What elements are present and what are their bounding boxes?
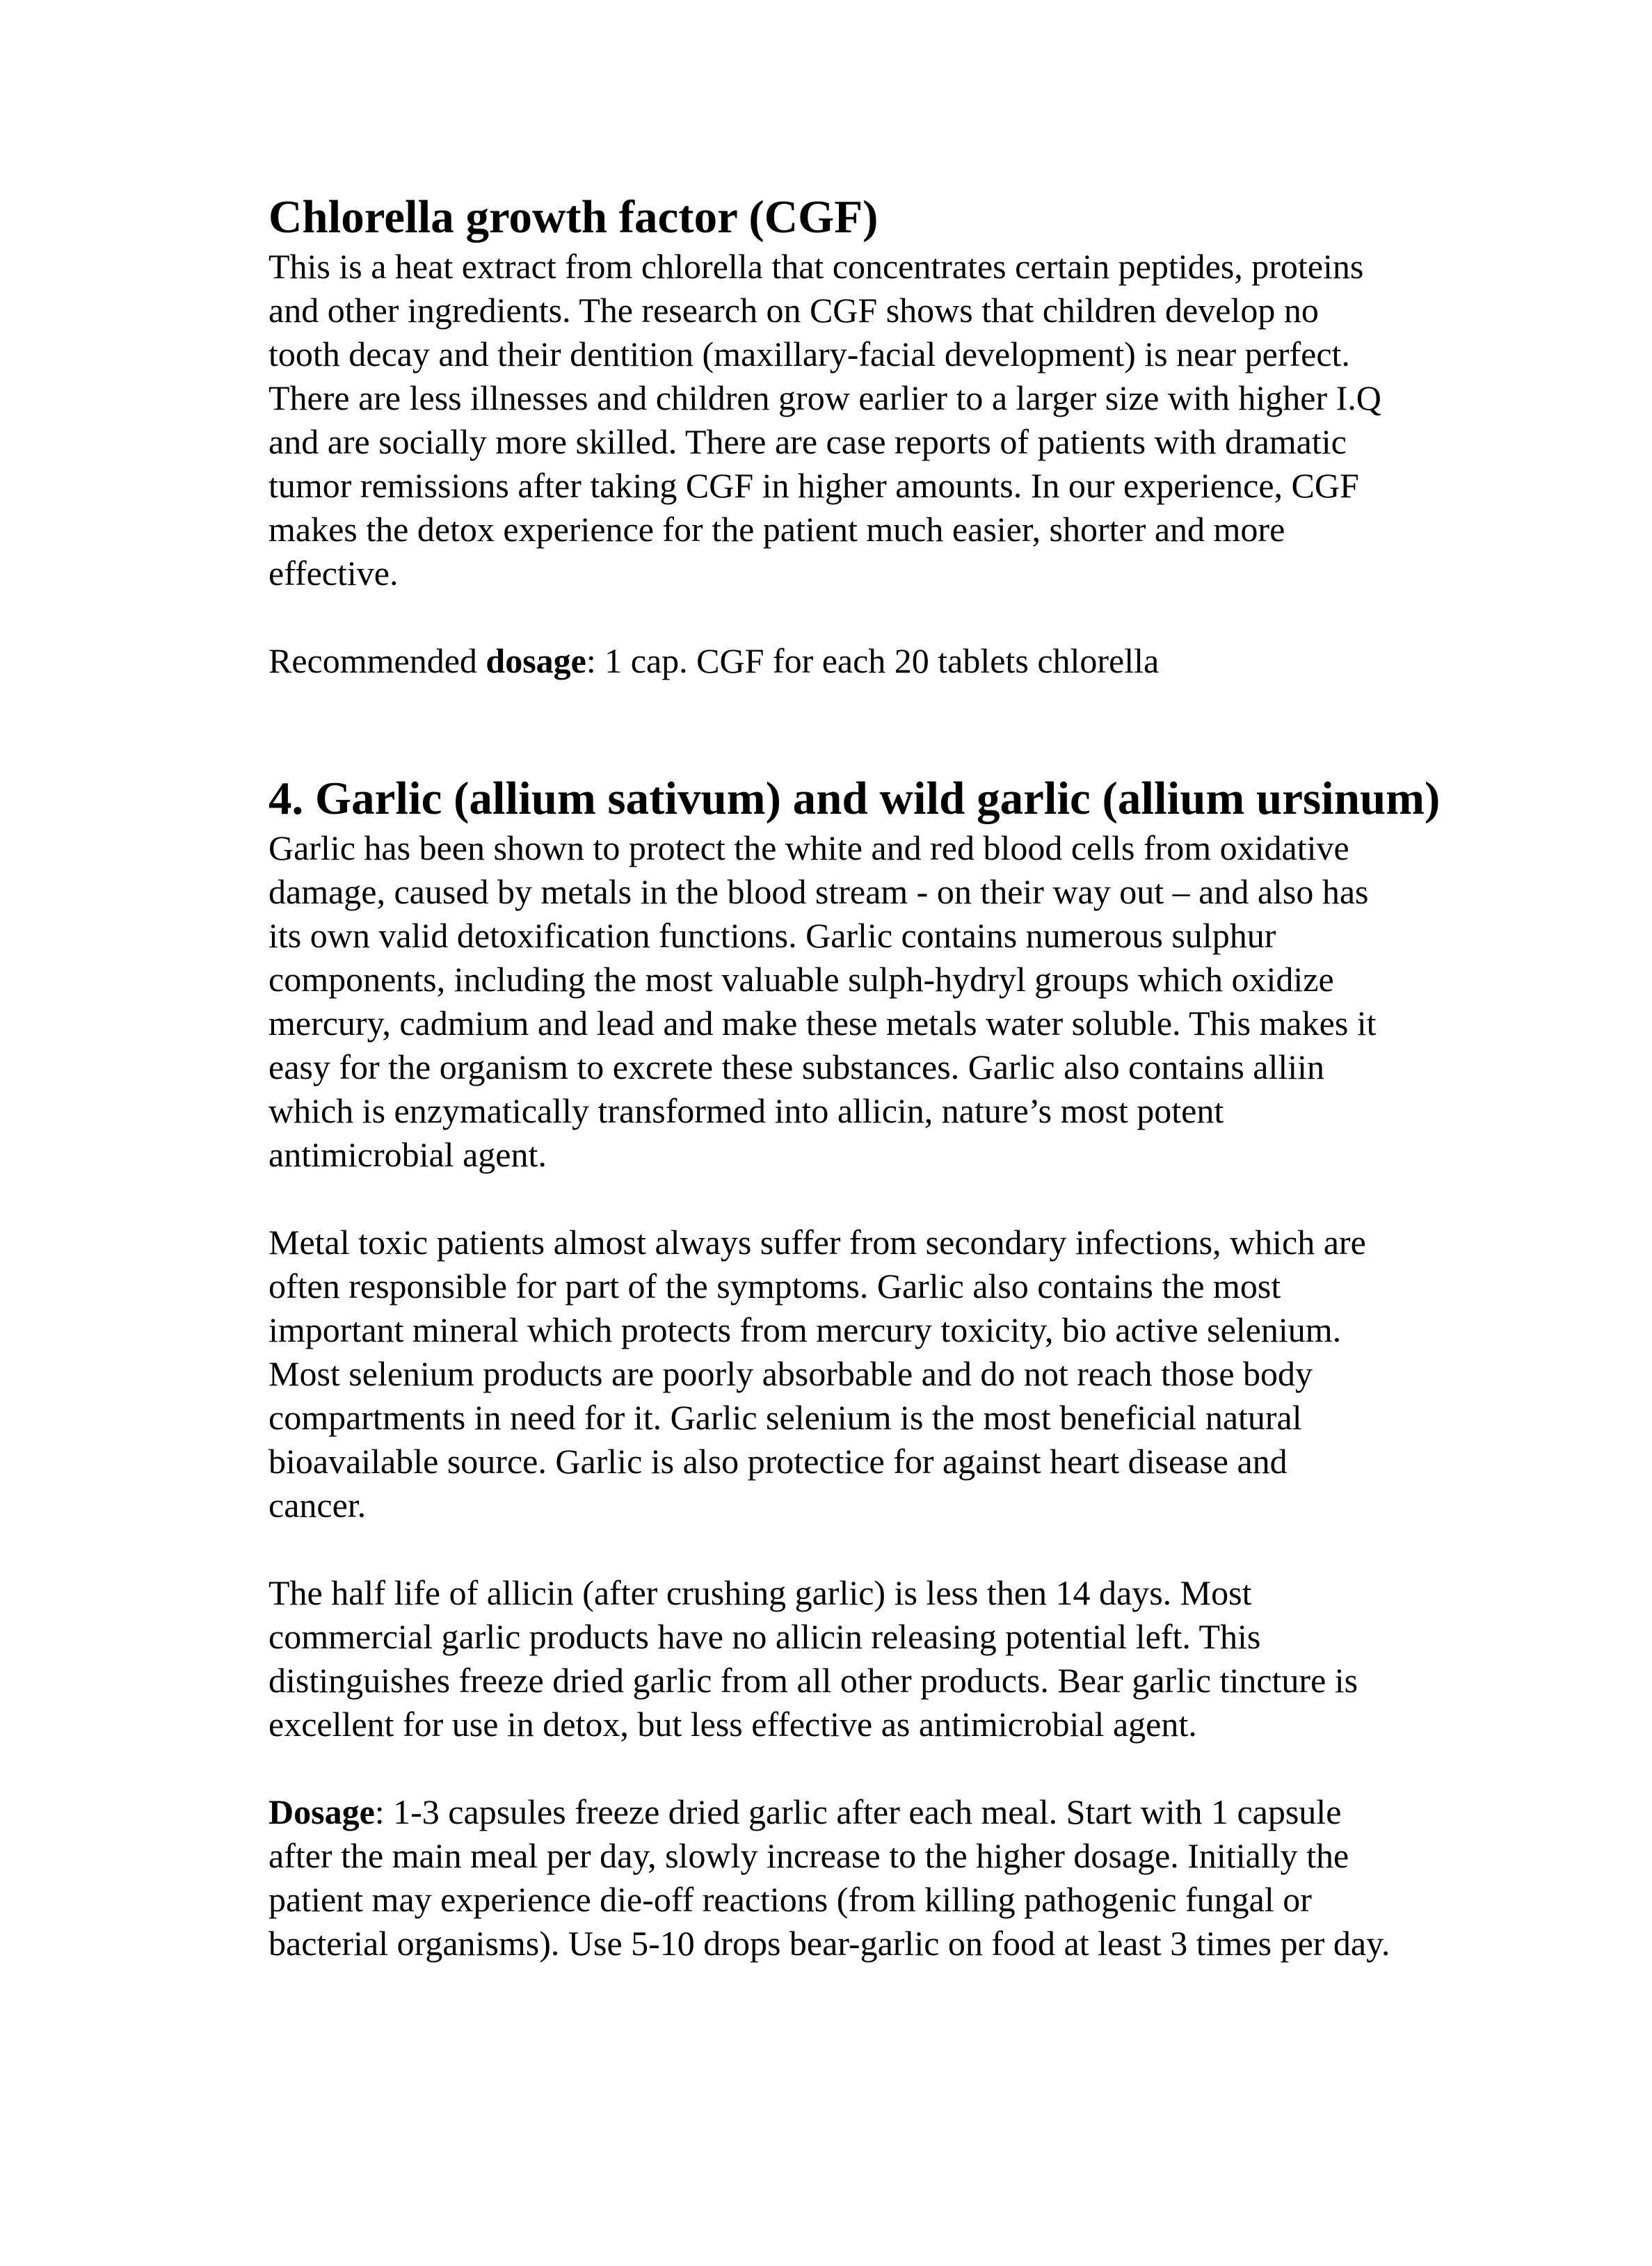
- document-page: [268, 189, 1583, 1966]
- text-line: [268, 1790, 1583, 1834]
- text-line: easy for the organism to excrete these substances. Garlic also contains alliin: [268, 1047, 1325, 1086]
- dosage-label: dosage: [486, 641, 586, 680]
- text-line: Metal toxic patients almost always suffer from secondary infections, which are: [268, 1223, 1366, 1262]
- paragraph-garlic-intro: [268, 826, 1583, 1177]
- text-line: and other ingredients. The research on CGF shows that children develop no: [268, 291, 1319, 330]
- dosage-label: Dosage: [268, 1792, 375, 1831]
- text-line: distinguishes freeze dried garlic from all other products. Bear garlic tincture is: [268, 1661, 1358, 1700]
- dosage-text: : 1-3 capsules freeze dried garlic after each meal. Start with 1 capsule: [374, 1792, 1342, 1831]
- section-heading-garlic: 4. Garlic (allium sativum) and wild garlic (allium ursinum): [268, 773, 1441, 824]
- text-line: This is a heat extract from chlorella that concentrates certain peptides, proteins: [268, 247, 1364, 286]
- text-line: The half life of allicin (after crushing garlic) is less then 14 days. Most: [268, 1573, 1252, 1612]
- text-line: often responsible for part of the symptoms. Garlic also contains the most: [268, 1267, 1281, 1305]
- text-line: There are less illnesses and children grow earlier to a larger size with higher I.Q: [268, 378, 1381, 417]
- text-line: Most selenium products are poorly absorbable and do not reach those body: [268, 1354, 1313, 1393]
- dosage-prefix: Recommended: [268, 641, 486, 680]
- text-line: excellent for use in detox, but less effective as antimicrobial agent.: [268, 1705, 1197, 1744]
- text-line: important mineral which protects from mercury toxicity, bio active selenium.: [268, 1310, 1342, 1349]
- section-heading-cgf: Chlorella growth factor (CGF): [268, 191, 879, 243]
- dosage-text: : 1 cap. CGF for each 20 tablets chlorella: [586, 641, 1160, 680]
- text-line: tumor remissions after taking CGF in higher amounts. In our experience, CGF: [268, 466, 1359, 505]
- text-line: tooth decay and their dentition (maxillary-facial development) is near perfect.: [268, 335, 1350, 373]
- paragraph-garlic-allicin: [268, 1571, 1583, 1746]
- text-line: its own valid detoxification functions. Garlic contains numerous sulphur: [268, 916, 1276, 955]
- text-line: compartments in need for it. Garlic selenium is the most beneficial natural: [268, 1398, 1302, 1437]
- text-line: which is enzymatically transformed into allicin, nature’s most potent: [268, 1091, 1224, 1130]
- text-line: makes the detox experience for the patient much easier, shorter and more: [268, 510, 1285, 549]
- text-line: damage, caused by metals in the blood stream - on their way out – and also has: [268, 872, 1369, 911]
- paragraph-cgf-description: [268, 245, 1583, 595]
- text-line: effective.: [268, 554, 399, 593]
- paragraph-cgf-dosage: [268, 639, 1583, 683]
- paragraph-garlic-dosage: [268, 1790, 1583, 1966]
- text-line: Garlic has been shown to protect the white and red blood cells from oxidative: [268, 828, 1349, 867]
- text-line: mercury, cadmium and lead and make these metals water soluble. This makes it: [268, 1004, 1377, 1043]
- text-line: cancer.: [268, 1486, 367, 1525]
- text-line: patient may experience die-off reactions (from killing pathogenic fungal or: [268, 1880, 1312, 1919]
- text-line: and are socially more skilled. There are case reports of patients with dramatic: [268, 422, 1347, 461]
- text-line: bacterial organisms). Use 5-10 drops bear-garlic on food at least 3 times per day.: [268, 1924, 1390, 1963]
- text-line: commercial garlic products have no allicin releasing potential left. This: [268, 1617, 1261, 1656]
- text-line: components, including the most valuable sulph-hydryl groups which oxidize: [268, 960, 1334, 999]
- paragraph-garlic-infections: [268, 1221, 1583, 1527]
- text-line: after the main meal per day, slowly increase to the higher dosage. Initially the: [268, 1836, 1349, 1875]
- text-line: bioavailable source. Garlic is also protectice for against heart disease and: [268, 1442, 1288, 1481]
- text-line: antimicrobial agent.: [268, 1135, 547, 1174]
